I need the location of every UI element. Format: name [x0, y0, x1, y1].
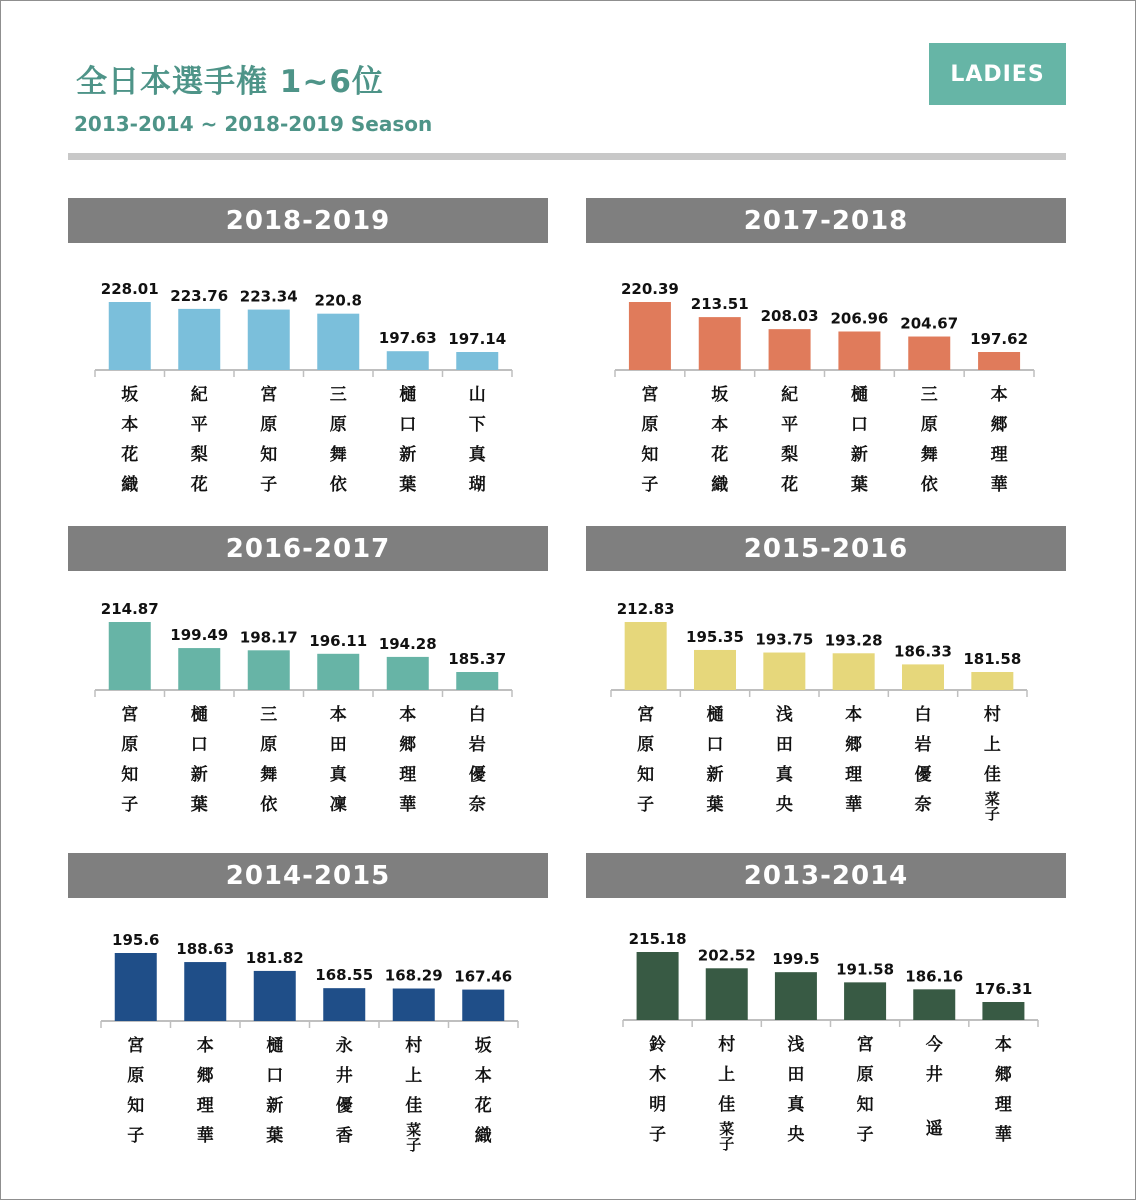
category-label-char: 葉 — [850, 475, 868, 495]
category-label-char: 本 — [196, 1036, 214, 1056]
category-label-char: 香 — [335, 1126, 353, 1146]
category-label — [845, 704, 863, 815]
category-label-char: 舞 — [260, 765, 278, 785]
category-label — [926, 1034, 943, 1139]
category-label-char: 依 — [260, 795, 278, 815]
chart-panel-4 — [68, 853, 548, 1153]
category-label-char: 宮 — [641, 385, 659, 405]
category-label-char: 子 — [260, 475, 278, 495]
bar — [254, 971, 296, 1021]
category-label-char: 子 — [984, 805, 1000, 823]
category-label — [637, 704, 654, 815]
bar — [109, 302, 151, 370]
category-label-char: 宮 — [127, 1036, 145, 1056]
category-label — [469, 385, 487, 495]
category-label-char: 子 — [641, 475, 659, 495]
data-label: 168.55 — [315, 966, 374, 985]
data-label: 212.83 — [616, 600, 675, 618]
category-label — [336, 1036, 353, 1146]
category-label-char: 葉 — [706, 795, 724, 815]
chart-panel-1 — [586, 198, 1066, 498]
bar — [971, 672, 1013, 690]
category-label — [984, 704, 1001, 823]
category-label-char: 華 — [845, 795, 863, 815]
bar-chart — [68, 526, 548, 826]
category-label-char: 央 — [775, 795, 793, 815]
data-label: 198.17 — [239, 628, 298, 647]
category-label-char: 奈 — [468, 795, 486, 815]
bar — [694, 650, 736, 690]
bar — [913, 989, 955, 1020]
data-label: 223.34 — [239, 287, 298, 306]
category-label — [641, 384, 658, 495]
bar — [844, 982, 886, 1020]
category-label-char: 本 — [994, 1035, 1012, 1055]
category-label-char: 鈴 — [649, 1035, 667, 1055]
category-label-char: 優 — [914, 765, 932, 785]
category-label-char: 新 — [266, 1096, 284, 1116]
category-label-char: 紀 — [190, 385, 208, 405]
data-label: 228.01 — [100, 280, 159, 298]
chart-title: 2015-2016 — [586, 526, 1066, 571]
category-label-char: 郷 — [845, 735, 863, 755]
bar-chart — [68, 853, 548, 1153]
category-label-char: 口 — [850, 415, 868, 435]
data-label: 196.11 — [309, 631, 368, 650]
bar — [763, 653, 805, 690]
category-label — [121, 704, 138, 815]
category-label-char: 村 — [983, 705, 1001, 725]
category-label-char: 上 — [405, 1066, 423, 1086]
category-label-char: 山 — [468, 385, 486, 405]
category-label-char: 織 — [474, 1126, 492, 1146]
category-label-char: 上 — [983, 735, 1001, 755]
category-label-char: 三 — [920, 385, 938, 405]
category-label-char: 真 — [775, 765, 793, 785]
category-label-char: 花 — [190, 475, 208, 495]
bar — [317, 314, 359, 370]
bar-chart — [586, 526, 1066, 826]
category-label — [266, 1035, 283, 1146]
data-label: 186.33 — [894, 642, 952, 661]
category-label — [197, 1035, 215, 1146]
category-label — [787, 1034, 805, 1145]
bar — [833, 653, 875, 690]
title-divider — [68, 153, 1066, 160]
category-label-char: 口 — [190, 735, 208, 755]
category-label-char: 理 — [845, 765, 863, 785]
category-label-char: 凜 — [329, 795, 347, 815]
category-label — [649, 1034, 666, 1145]
bar-chart — [586, 198, 1066, 498]
bar — [323, 988, 365, 1021]
bar — [699, 317, 741, 370]
data-label: 188.63 — [176, 940, 235, 959]
data-label: 215.18 — [628, 930, 687, 948]
data-label: 195.35 — [686, 627, 744, 646]
category-label-char: 央 — [787, 1125, 805, 1145]
bar — [184, 962, 226, 1021]
category-label-char: 優 — [468, 765, 486, 785]
category-label-char: 井 — [335, 1066, 353, 1086]
category-label-char: 本 — [474, 1066, 492, 1086]
category-label-char: 理 — [196, 1096, 214, 1116]
chart-title: 2017-2018 — [586, 198, 1066, 243]
category-label-char: 真 — [787, 1095, 805, 1115]
category-label-char: 浅 — [787, 1035, 805, 1055]
category-label — [710, 384, 728, 495]
category-label-char: 子 — [127, 1126, 145, 1146]
category-label — [915, 704, 932, 815]
chart-panel-0 — [68, 198, 548, 498]
category-label-char: 花 — [781, 475, 799, 495]
category-label-char: 原 — [121, 735, 139, 755]
category-label-char: 子 — [406, 1136, 422, 1153]
category-label-char: 菜 — [719, 1120, 735, 1138]
category-label-char: 白 — [468, 705, 486, 725]
bar-chart — [68, 198, 548, 498]
category-label — [330, 385, 348, 495]
category-label-char: 新 — [706, 765, 724, 785]
category-label-char: 浅 — [775, 705, 793, 725]
category-label-char: 華 — [994, 1125, 1012, 1145]
category-label — [260, 384, 277, 495]
bar — [637, 952, 679, 1020]
category-label-char: 佳 — [983, 765, 1001, 785]
category-label-char: 花 — [121, 445, 139, 465]
category-label-char: 樋 — [399, 385, 417, 405]
bar — [248, 310, 290, 370]
data-label: 206.96 — [830, 309, 889, 328]
category-label — [921, 385, 939, 495]
category-label-char: 優 — [335, 1096, 353, 1116]
chart-title: 2018-2019 — [68, 198, 548, 243]
bar — [769, 329, 811, 370]
category-label-char: 郷 — [399, 735, 417, 755]
data-label: 213.51 — [690, 295, 749, 314]
category-label-char: 平 — [781, 415, 799, 435]
category-label — [780, 384, 798, 495]
category-label — [260, 705, 278, 815]
ladies-badge: LADIES — [929, 43, 1066, 105]
category-label-char: 花 — [711, 445, 729, 465]
category-label — [191, 704, 208, 815]
category-label-char: 知 — [121, 765, 139, 785]
category-label-char: 口 — [706, 735, 724, 755]
category-label-char: 村 — [718, 1035, 736, 1055]
category-label-char: 梨 — [190, 445, 208, 465]
category-label — [995, 1034, 1013, 1145]
category-label-char: 本 — [711, 415, 729, 435]
category-label-char: 樋 — [190, 705, 208, 725]
category-label-char: 佳 — [405, 1096, 423, 1116]
category-label-char: 遥 — [925, 1119, 943, 1139]
category-label-char: 原 — [637, 735, 655, 755]
category-label-char: 岩 — [914, 735, 932, 755]
category-label-char: 新 — [850, 445, 868, 465]
category-label-char: 新 — [399, 445, 417, 465]
category-label-char: 子 — [637, 795, 655, 815]
category-label-char: 三 — [329, 385, 347, 405]
category-label-char: 口 — [266, 1066, 284, 1086]
category-label-char: 葉 — [399, 475, 417, 495]
category-label-char: 樋 — [266, 1036, 284, 1056]
category-label — [399, 384, 416, 495]
data-label: 168.29 — [384, 966, 443, 985]
category-label-char: 奈 — [914, 795, 932, 815]
category-label-char: 華 — [196, 1126, 214, 1146]
bar — [456, 672, 498, 690]
category-label-char: 知 — [641, 445, 659, 465]
category-label-char: 本 — [845, 705, 863, 725]
data-label: 220.39 — [620, 280, 679, 298]
category-label — [127, 1035, 144, 1146]
data-label: 195.6 — [112, 931, 160, 949]
category-label-char: 田 — [329, 735, 347, 755]
category-label-char: 瑚 — [468, 475, 486, 495]
data-label: 197.14 — [448, 330, 507, 348]
category-label — [707, 704, 724, 815]
bar — [178, 309, 220, 370]
bar — [317, 654, 359, 690]
category-label-char: 樋 — [850, 385, 868, 405]
category-label — [857, 1034, 874, 1145]
category-label — [190, 384, 208, 495]
bar — [387, 351, 429, 370]
category-label-char: 宮 — [260, 385, 278, 405]
category-label-char: 知 — [637, 765, 655, 785]
category-label-char: 真 — [468, 445, 486, 465]
category-label-char: 佳 — [718, 1095, 736, 1115]
page-subtitle: 2013-2014 ~ 2018-2019 Season — [74, 112, 433, 136]
chart-panel-3 — [586, 526, 1066, 826]
category-label-char: 織 — [121, 475, 139, 495]
bar — [838, 331, 880, 370]
category-label-char: 宮 — [121, 705, 139, 725]
category-label-char: 子 — [121, 795, 139, 815]
category-label-char: 紀 — [781, 385, 799, 405]
category-label-char: 本 — [329, 705, 347, 725]
category-label-char: 田 — [787, 1065, 805, 1085]
category-label-char: 花 — [474, 1096, 492, 1116]
category-label-char: 葉 — [266, 1126, 284, 1146]
category-label-char: 菜 — [406, 1121, 422, 1139]
category-label-char: 子 — [719, 1135, 735, 1153]
category-label-char: 井 — [925, 1065, 943, 1085]
data-label: 185.37 — [448, 650, 507, 668]
category-label-char: 知 — [856, 1095, 874, 1115]
category-label — [330, 704, 348, 815]
data-label: 194.28 — [378, 634, 437, 653]
bar — [902, 664, 944, 690]
category-label — [120, 384, 138, 495]
chart-title: 2013-2014 — [586, 853, 1066, 898]
category-label-char: 下 — [468, 415, 486, 435]
chart-panel-2 — [68, 526, 548, 826]
category-label-char: 子 — [649, 1125, 667, 1145]
category-label-char: 原 — [641, 415, 659, 435]
data-label: 197.62 — [970, 330, 1029, 348]
bar — [178, 648, 220, 690]
category-label-char: 真 — [329, 765, 347, 785]
category-label-char: 子 — [856, 1125, 874, 1145]
category-label-char: 郷 — [994, 1065, 1012, 1085]
bar-chart — [586, 853, 1066, 1153]
data-label: 204.67 — [900, 314, 959, 333]
chart-panel-5 — [586, 853, 1066, 1153]
data-label: 220.8 — [314, 291, 362, 310]
category-label-char: 理 — [994, 1095, 1012, 1115]
category-label-char: 舞 — [920, 445, 938, 465]
category-label-char: 理 — [990, 445, 1008, 465]
bar — [775, 972, 817, 1020]
category-label-char: 理 — [399, 765, 417, 785]
data-label: 223.76 — [170, 286, 229, 305]
category-label-char: 郷 — [196, 1066, 214, 1086]
data-label: 193.75 — [755, 630, 814, 649]
data-label: 186.16 — [905, 967, 964, 986]
category-label-char: 本 — [990, 385, 1008, 405]
bar — [706, 968, 748, 1020]
category-label-char: 知 — [127, 1096, 145, 1116]
data-label: 193.28 — [824, 631, 883, 650]
data-label: 199.5 — [772, 950, 820, 969]
bar — [387, 657, 429, 690]
category-label — [851, 384, 868, 495]
category-label — [405, 1035, 422, 1153]
category-label-char: 菜 — [984, 790, 1000, 808]
category-label-char: 華 — [990, 475, 1008, 495]
data-label: 214.87 — [100, 600, 159, 618]
category-label-char: 原 — [329, 415, 347, 435]
category-label-char: 坂 — [474, 1036, 492, 1056]
category-label-char: 原 — [260, 415, 278, 435]
data-label: 191.58 — [836, 960, 895, 979]
category-label-char: 坂 — [121, 385, 139, 405]
data-label: 208.03 — [760, 307, 819, 326]
bar — [982, 1002, 1024, 1020]
category-label-char: 白 — [914, 705, 932, 725]
category-label-char: 原 — [920, 415, 938, 435]
category-label — [469, 704, 486, 815]
category-label-char: 本 — [399, 705, 417, 725]
category-label-char: 新 — [190, 765, 208, 785]
category-label-char: 坂 — [711, 385, 729, 405]
data-label: 181.58 — [963, 650, 1022, 668]
category-label-char: 原 — [260, 735, 278, 755]
category-label-char: 樋 — [706, 705, 724, 725]
category-label-char: 岩 — [468, 735, 486, 755]
category-label-char: 村 — [405, 1036, 423, 1056]
chart-title: 2016-2017 — [68, 526, 548, 571]
category-label-char: 宮 — [856, 1035, 874, 1055]
category-label — [776, 704, 794, 815]
bar — [629, 302, 671, 370]
data-label: 202.52 — [697, 946, 756, 965]
bar — [462, 990, 504, 1021]
category-label-char: 木 — [649, 1065, 667, 1085]
category-label-char: 三 — [260, 705, 278, 725]
category-label-char: 永 — [335, 1036, 353, 1056]
category-label-char: 平 — [190, 415, 208, 435]
category-label-char: 葉 — [190, 795, 208, 815]
category-label-char: 原 — [856, 1065, 874, 1085]
bar — [456, 352, 498, 370]
category-label-char: 本 — [121, 415, 139, 435]
category-label-char: 郷 — [990, 415, 1008, 435]
category-label-char: 舞 — [329, 445, 347, 465]
bar — [248, 650, 290, 690]
data-label: 176.31 — [974, 980, 1033, 998]
category-label-char: 華 — [399, 795, 417, 815]
category-label-char: 宮 — [637, 705, 655, 725]
category-label-char: 依 — [329, 475, 347, 495]
bar — [908, 337, 950, 370]
data-label: 167.46 — [454, 967, 513, 986]
category-label-char: 梨 — [781, 445, 799, 465]
data-label: 197.63 — [378, 329, 437, 348]
data-label: 181.82 — [245, 948, 304, 967]
page-title: 全日本選手権 1~6位 — [76, 64, 384, 100]
category-label-char: 依 — [920, 475, 938, 495]
category-label-char: 田 — [775, 735, 793, 755]
data-label: 199.49 — [170, 626, 229, 645]
bar — [115, 953, 157, 1021]
bar — [625, 622, 667, 690]
bar — [978, 352, 1020, 370]
chart-title: 2014-2015 — [68, 853, 548, 898]
category-label — [718, 1034, 735, 1153]
category-label — [399, 704, 417, 815]
category-label — [991, 384, 1009, 495]
category-label-char: 原 — [127, 1066, 145, 1086]
category-label-char: 明 — [649, 1095, 667, 1115]
bar — [109, 622, 151, 690]
category-label-char: 知 — [260, 445, 278, 465]
category-label-char: 上 — [718, 1065, 736, 1085]
category-label-char: 織 — [711, 475, 729, 495]
category-label — [474, 1035, 492, 1146]
category-label-char: 口 — [399, 415, 417, 435]
bar — [393, 989, 435, 1021]
category-label-char: 今 — [925, 1035, 943, 1055]
